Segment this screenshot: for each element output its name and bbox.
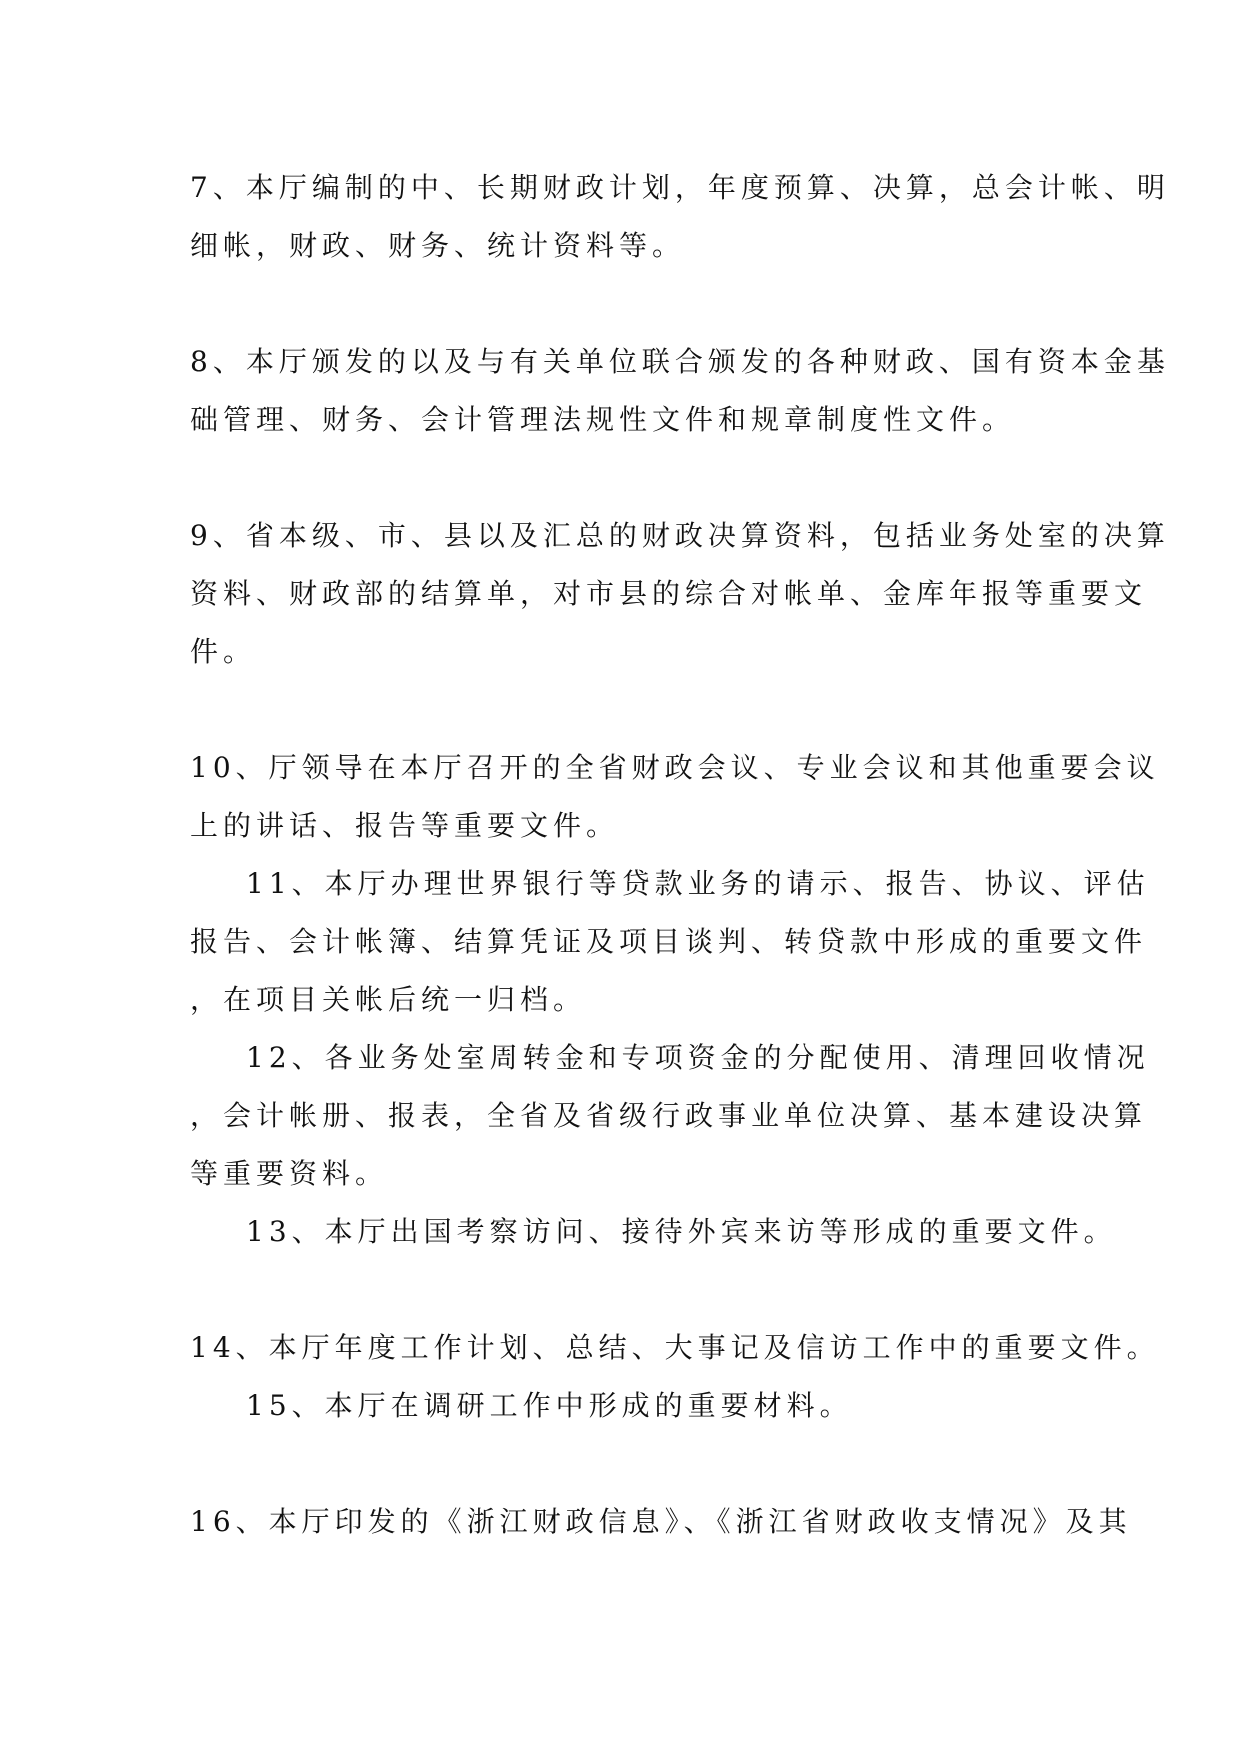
item-12-line-2: ，会计帐册、报表，全省及省级行政事业单位决算、基本建设决算 — [190, 1099, 1148, 1132]
item-16-line-1: 16、本厅印发的《浙江财政信息》、《浙江省财政收支情况》及其 — [190, 1505, 1132, 1538]
item-15-line-1: 15、本厅在调研工作中形成的重要材料。 — [246, 1389, 853, 1422]
item-11-line-2: 报告、会计帐簿、结算凭证及项目谈判、转贷款中形成的重要文件 — [190, 925, 1148, 958]
item-9-line-2: 资料、财政部的结算单，对市县的综合对帐单、金库年报等重要文 — [190, 577, 1148, 610]
item-12-line-1: 12、各业务处室周转金和专项资金的分配使用、清理回收情况 — [246, 1041, 1150, 1074]
item-7-line-2: 细帐，财政、财务、统计资料等。 — [190, 229, 686, 262]
item-9-line-1: 9、省本级、市、县以及汇总的财政决算资料，包括业务处室的决算 — [190, 519, 1170, 552]
item-8-line-1: 8、本厅颁发的以及与有关单位联合颁发的各种财政、国有资本金基 — [190, 345, 1170, 378]
item-12-line-3: 等重要资料。 — [190, 1157, 389, 1190]
item-7-line-1: 7、本厅编制的中、长期财政计划，年度预算、决算，总会计帐、明 — [190, 171, 1170, 204]
item-8-line-2: 础管理、财务、会计管理法规性文件和规章制度性文件。 — [190, 403, 1016, 436]
item-10-line-1: 10、厅领导在本厅召开的全省财政会议、专业会议和其他重要会议 — [190, 751, 1160, 784]
item-10-line-2: 上的讲话、报告等重要文件。 — [190, 809, 620, 842]
item-11-line-3: ，在项目关帐后统一归档。 — [190, 983, 587, 1016]
item-14-line-1: 14、本厅年度工作计划、总结、大事记及信访工作中的重要文件。 — [190, 1331, 1160, 1364]
item-9-line-3: 件。 — [190, 635, 257, 668]
item-13-line-1: 13、本厅出国考察访问、接待外宾来访等形成的重要文件。 — [246, 1215, 1117, 1248]
item-11-line-1: 11、本厅办理世界银行等贷款业务的请示、报告、协议、评估 — [246, 867, 1150, 900]
